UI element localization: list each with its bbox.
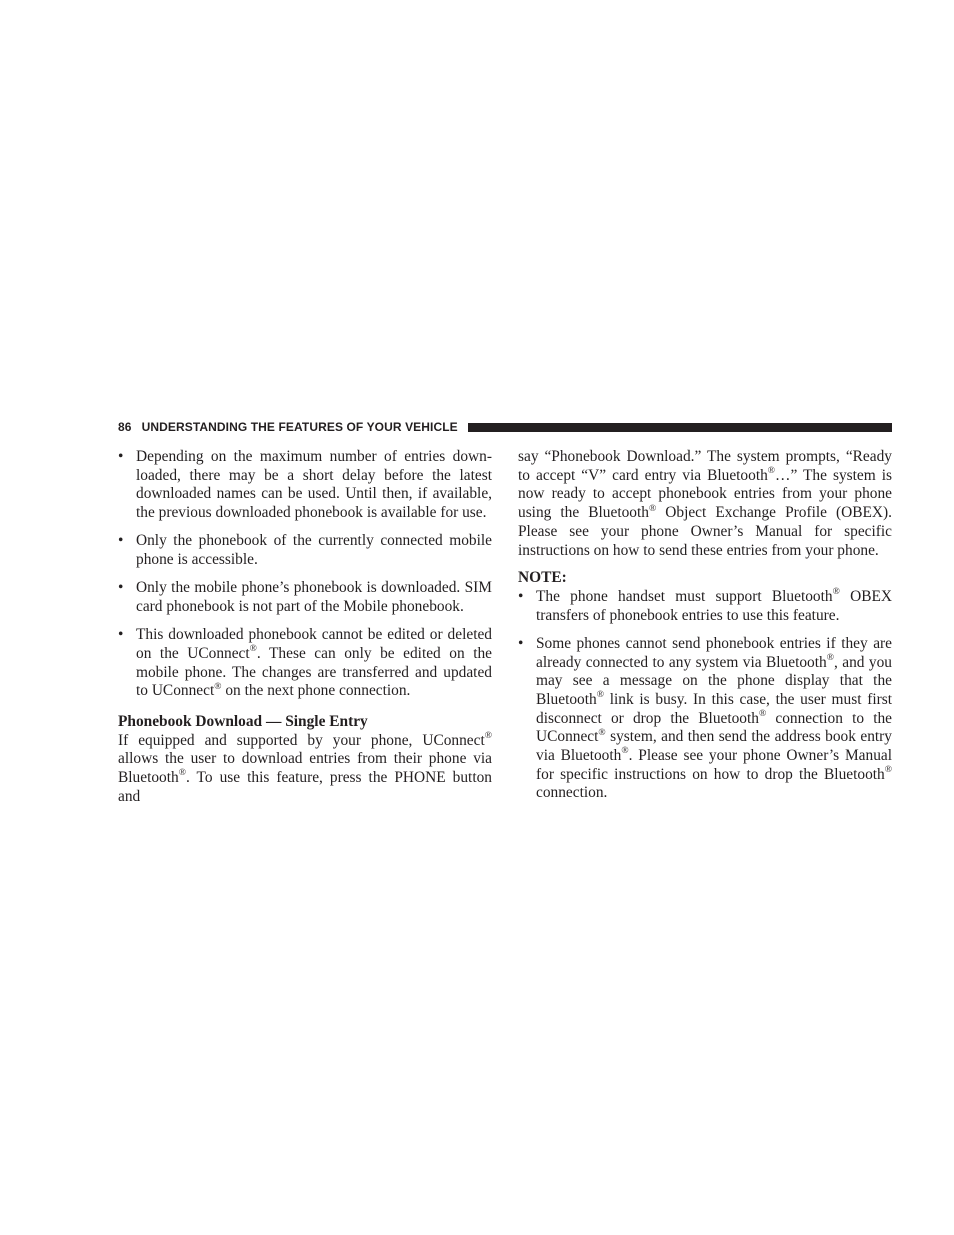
registered-mark: ® [214, 680, 222, 692]
body-paragraph: If equipped and supported by your phone, UConnect® allows the user to download entries from their phone via Bluetooth®. To use this feature, press the PHONE button and [118, 730, 492, 805]
section-title: UNDERSTANDING THE FEATURES OF YOUR VEHICLE [141, 420, 458, 434]
registered-mark: ® [484, 730, 492, 742]
left-column [118, 448, 492, 806]
page-header [118, 420, 892, 434]
registered-mark: ® [832, 586, 840, 598]
registered-mark: ® [884, 764, 892, 776]
registered-mark: ® [648, 502, 657, 514]
page-number: 86 [118, 420, 132, 434]
registered-mark: ® [621, 745, 629, 757]
note-label: NOTE: [518, 569, 567, 587]
registered-mark: ® [596, 689, 604, 701]
list-item: • Only the phonebook of the currently connected mobile phone is accessible. [118, 532, 492, 569]
list-item: • Some phones cannot send phonebook entries if they are already connected to any system via Bluetooth®, and you may see a message on the phone display that the Bluetooth® link is busy. In this case, the user must first disconnect or drop the Bluetooth® connection to the UConnect® system, and then send the address book entry via Bluetooth®. Please see your phone Owner’s Manual for specific instructions on how to drop the Bluetooth® connection. [518, 635, 892, 803]
list-item: • This downloaded phonebook cannot be edited or deleted on the UConnect®. These can only be edited on the mobile phone. The changes are transferred and updated to UConnect® on the next phone connection. [118, 626, 492, 701]
registered-mark: ® [767, 465, 776, 477]
body-paragraph-continued: say “Phonebook Download.” The system prompts, “Ready to accept “V” card entry via Bluetooth®…” The system is now ready to accept phonebook entries from your phone using the Bluetooth® Object Exchange Profile (OBEX). Please see your phone Owner’s Manual for specific instructions on how to send these entries from your phone. [518, 448, 892, 559]
registered-mark: ® [178, 767, 186, 779]
registered-mark: ® [249, 643, 257, 655]
header-rule [468, 423, 892, 432]
left-bullet-list [118, 448, 492, 701]
list-item: • Depending on the maximum number of entries downloaded, there may be a short delay before the latest downloaded names can be used. Until then, if available, the previous downloaded phonebook is available for use. [118, 448, 492, 523]
list-item: • Only the mobile phone’s phonebook is downloaded. SIM card phonebook is not part of the Mobile phonebook. [118, 579, 492, 616]
list-item: • The phone handset must support Bluetooth® OBEX transfers of phonebook entries to use this feature. [518, 588, 892, 625]
note-bullet-list [518, 588, 892, 803]
registered-mark: ® [758, 708, 767, 720]
section-subheading: Phonebook Download — Single Entry [118, 712, 368, 730]
right-column [518, 448, 892, 813]
registered-mark: ® [826, 651, 834, 663]
registered-mark: ® [598, 726, 606, 738]
